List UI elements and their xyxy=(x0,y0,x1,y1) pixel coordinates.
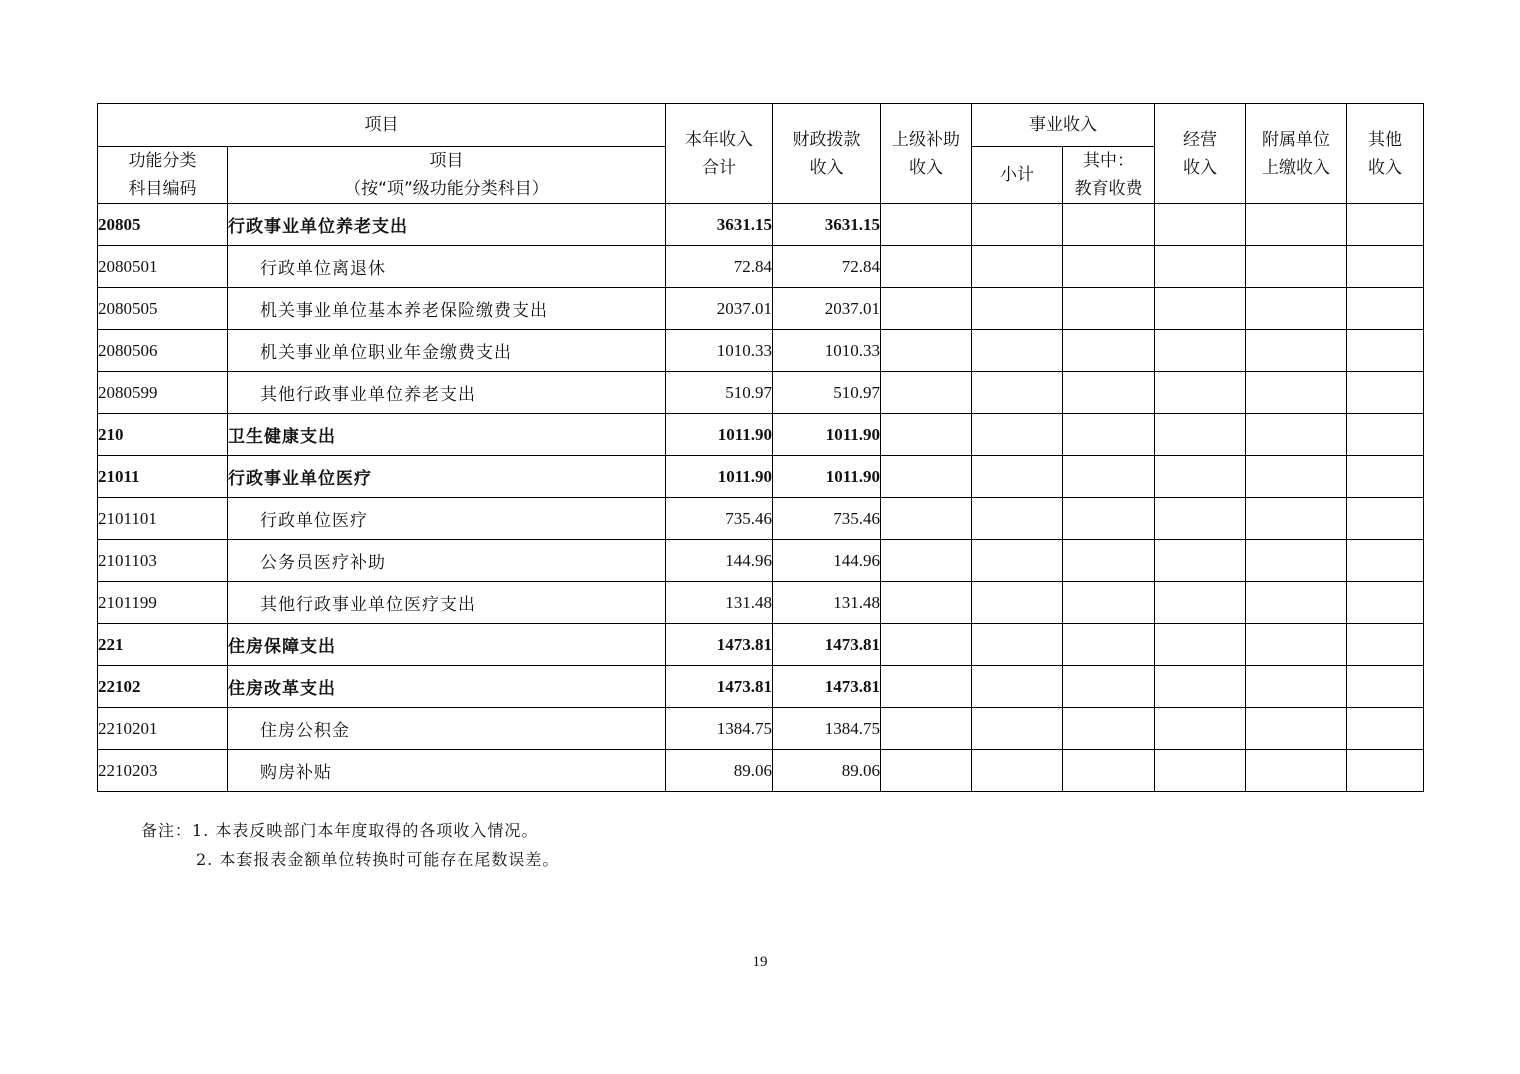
name-cell: 机关事业单位职业年金缴费支出 xyxy=(228,330,666,372)
table-row xyxy=(98,540,1424,582)
name-cell: 行政单位离退休 xyxy=(228,246,666,288)
name-cell: 行政事业单位养老支出 xyxy=(228,204,666,246)
affiliated-cell xyxy=(1246,288,1347,330)
item-name-header: 项目 （按“项”级功能分类科目） xyxy=(228,147,666,204)
table-row xyxy=(98,372,1424,414)
name-cell: 购房补贴 xyxy=(228,750,666,792)
total-income-header: 本年收入 合计 xyxy=(666,104,773,204)
code-cell: 2101101 xyxy=(98,498,228,540)
code-cell: 2210203 xyxy=(98,750,228,792)
other-cell xyxy=(1347,246,1424,288)
operating-cell xyxy=(1155,666,1246,708)
superior-cell xyxy=(881,498,972,540)
superior-cell xyxy=(881,624,972,666)
name-cell: 住房保障支出 xyxy=(228,624,666,666)
other-cell xyxy=(1347,582,1424,624)
name-cell: 行政事业单位医疗 xyxy=(228,456,666,498)
affiliated-cell xyxy=(1246,414,1347,456)
fiscal-cell: 1010.33 xyxy=(773,330,881,372)
code-cell: 221 xyxy=(98,624,228,666)
affiliated-cell xyxy=(1246,708,1347,750)
superior-cell xyxy=(881,330,972,372)
fiscal-cell: 131.48 xyxy=(773,582,881,624)
affiliated-cell xyxy=(1246,498,1347,540)
operating-cell xyxy=(1155,372,1246,414)
name-cell: 其他行政事业单位医疗支出 xyxy=(228,582,666,624)
business-subtotal-cell xyxy=(972,414,1063,456)
code-cell: 21011 xyxy=(98,456,228,498)
superior-cell xyxy=(881,372,972,414)
fiscal-allocation-header: 财政拨款 收入 xyxy=(773,104,881,204)
code-cell: 210 xyxy=(98,414,228,456)
code-header: 功能分类 科目编码 xyxy=(98,147,228,204)
other-cell xyxy=(1347,750,1424,792)
operating-cell xyxy=(1155,414,1246,456)
name-cell: 住房公积金 xyxy=(228,708,666,750)
superior-cell xyxy=(881,288,972,330)
total-cell: 89.06 xyxy=(666,750,773,792)
business-subtotal-cell xyxy=(972,456,1063,498)
other-cell xyxy=(1347,204,1424,246)
total-cell: 3631.15 xyxy=(666,204,773,246)
fiscal-cell: 2037.01 xyxy=(773,288,881,330)
superior-cell xyxy=(881,246,972,288)
table-row xyxy=(98,288,1424,330)
note-line-1: 备注：1. 本表反映部门本年度取得的各项收入情况。 xyxy=(141,821,539,840)
business-subtotal-cell xyxy=(972,624,1063,666)
operating-cell xyxy=(1155,204,1246,246)
code-cell: 2101103 xyxy=(98,540,228,582)
affiliated-cell xyxy=(1246,372,1347,414)
education-fee-cell xyxy=(1063,708,1155,750)
code-cell: 2210201 xyxy=(98,708,228,750)
table-row xyxy=(98,582,1424,624)
other-cell xyxy=(1347,330,1424,372)
education-fee-cell xyxy=(1063,498,1155,540)
fiscal-cell: 89.06 xyxy=(773,750,881,792)
other-cell xyxy=(1347,498,1424,540)
business-subtotal-cell xyxy=(972,288,1063,330)
total-cell: 1384.75 xyxy=(666,708,773,750)
fiscal-cell: 510.97 xyxy=(773,372,881,414)
superior-cell xyxy=(881,666,972,708)
operating-cell xyxy=(1155,708,1246,750)
table-row xyxy=(98,666,1424,708)
table-row xyxy=(98,204,1424,246)
name-cell: 公务员医疗补助 xyxy=(228,540,666,582)
business-subtotal-cell xyxy=(972,708,1063,750)
operating-cell xyxy=(1155,246,1246,288)
fiscal-cell: 1473.81 xyxy=(773,624,881,666)
other-cell xyxy=(1347,372,1424,414)
business-subtotal-cell xyxy=(972,750,1063,792)
notes xyxy=(141,816,559,874)
fiscal-cell: 735.46 xyxy=(773,498,881,540)
affiliated-cell xyxy=(1246,540,1347,582)
education-fee-cell xyxy=(1063,456,1155,498)
table-row xyxy=(98,750,1424,792)
other-cell xyxy=(1347,288,1424,330)
business-subtotal-cell xyxy=(972,246,1063,288)
education-fee-cell xyxy=(1063,330,1155,372)
operating-cell xyxy=(1155,750,1246,792)
name-cell: 行政单位医疗 xyxy=(228,498,666,540)
code-cell: 2080501 xyxy=(98,246,228,288)
operating-cell xyxy=(1155,456,1246,498)
code-cell: 20805 xyxy=(98,204,228,246)
affiliated-cell xyxy=(1246,330,1347,372)
fiscal-cell: 3631.15 xyxy=(773,204,881,246)
name-cell: 其他行政事业单位养老支出 xyxy=(228,372,666,414)
superior-cell xyxy=(881,204,972,246)
table-row xyxy=(98,498,1424,540)
business-subtotal-cell xyxy=(972,330,1063,372)
other-cell xyxy=(1347,708,1424,750)
business-subtotal-cell xyxy=(972,666,1063,708)
superior-cell xyxy=(881,456,972,498)
other-cell xyxy=(1347,666,1424,708)
table-row xyxy=(98,456,1424,498)
code-cell: 2080599 xyxy=(98,372,228,414)
education-fee-cell xyxy=(1063,372,1155,414)
operating-cell xyxy=(1155,582,1246,624)
fiscal-cell: 1011.90 xyxy=(773,456,881,498)
income-table xyxy=(97,103,1424,792)
total-cell: 1473.81 xyxy=(666,666,773,708)
fiscal-cell: 144.96 xyxy=(773,540,881,582)
code-cell: 2080505 xyxy=(98,288,228,330)
other-cell xyxy=(1347,540,1424,582)
education-fee-cell xyxy=(1063,204,1155,246)
affiliated-cell xyxy=(1246,204,1347,246)
fiscal-cell: 1384.75 xyxy=(773,708,881,750)
total-cell: 1473.81 xyxy=(666,624,773,666)
other-cell xyxy=(1347,456,1424,498)
education-fee-cell xyxy=(1063,414,1155,456)
operating-income-header: 经营 收入 xyxy=(1155,104,1246,204)
total-cell: 1011.90 xyxy=(666,414,773,456)
education-fee-cell xyxy=(1063,666,1155,708)
superior-cell xyxy=(881,750,972,792)
education-fee-cell xyxy=(1063,750,1155,792)
affiliated-cell xyxy=(1246,666,1347,708)
operating-cell xyxy=(1155,288,1246,330)
table-row xyxy=(98,708,1424,750)
table-row xyxy=(98,330,1424,372)
education-fee-cell xyxy=(1063,624,1155,666)
affiliated-income-header: 附属单位 上缴收入 xyxy=(1246,104,1347,204)
superior-cell xyxy=(881,414,972,456)
total-cell: 510.97 xyxy=(666,372,773,414)
total-cell: 72.84 xyxy=(666,246,773,288)
affiliated-cell xyxy=(1246,456,1347,498)
code-cell: 22102 xyxy=(98,666,228,708)
operating-cell xyxy=(1155,540,1246,582)
affiliated-cell xyxy=(1246,624,1347,666)
operating-cell xyxy=(1155,330,1246,372)
code-cell: 2101199 xyxy=(98,582,228,624)
page-number: 19 xyxy=(752,954,768,970)
other-cell xyxy=(1347,414,1424,456)
education-fee-header: 其中： 教育收费 xyxy=(1063,147,1155,204)
education-fee-cell xyxy=(1063,288,1155,330)
superior-cell xyxy=(881,708,972,750)
total-cell: 1011.90 xyxy=(666,456,773,498)
name-cell: 卫生健康支出 xyxy=(228,414,666,456)
business-subtotal-cell xyxy=(972,582,1063,624)
total-cell: 1010.33 xyxy=(666,330,773,372)
total-cell: 131.48 xyxy=(666,582,773,624)
note-line-2: 2. 本套报表金额单位转换时可能存在尾数误差。 xyxy=(196,850,560,869)
table-row xyxy=(98,624,1424,666)
business-subtotal-cell xyxy=(972,498,1063,540)
code-cell: 2080506 xyxy=(98,330,228,372)
fiscal-cell: 72.84 xyxy=(773,246,881,288)
other-income-header: 其他 收入 xyxy=(1347,104,1424,204)
business-subtotal-cell xyxy=(972,372,1063,414)
education-fee-cell xyxy=(1063,540,1155,582)
education-fee-cell xyxy=(1063,582,1155,624)
name-cell: 住房改革支出 xyxy=(228,666,666,708)
fiscal-cell: 1473.81 xyxy=(773,666,881,708)
total-cell: 735.46 xyxy=(666,498,773,540)
business-subtotal-cell xyxy=(972,540,1063,582)
other-cell xyxy=(1347,624,1424,666)
project-header: 项目 xyxy=(98,104,666,147)
business-income-header: 事业收入 xyxy=(972,104,1155,147)
affiliated-cell xyxy=(1246,246,1347,288)
total-cell: 2037.01 xyxy=(666,288,773,330)
superior-cell xyxy=(881,582,972,624)
name-cell: 机关事业单位基本养老保险缴费支出 xyxy=(228,288,666,330)
total-cell: 144.96 xyxy=(666,540,773,582)
operating-cell xyxy=(1155,624,1246,666)
operating-cell xyxy=(1155,498,1246,540)
affiliated-cell xyxy=(1246,750,1347,792)
superior-subsidy-header: 上级补助 收入 xyxy=(881,104,972,204)
superior-cell xyxy=(881,540,972,582)
fiscal-cell: 1011.90 xyxy=(773,414,881,456)
business-subtotal-header: 小计 xyxy=(972,147,1063,204)
business-subtotal-cell xyxy=(972,204,1063,246)
table-row xyxy=(98,414,1424,456)
affiliated-cell xyxy=(1246,582,1347,624)
education-fee-cell xyxy=(1063,246,1155,288)
table-row xyxy=(98,246,1424,288)
